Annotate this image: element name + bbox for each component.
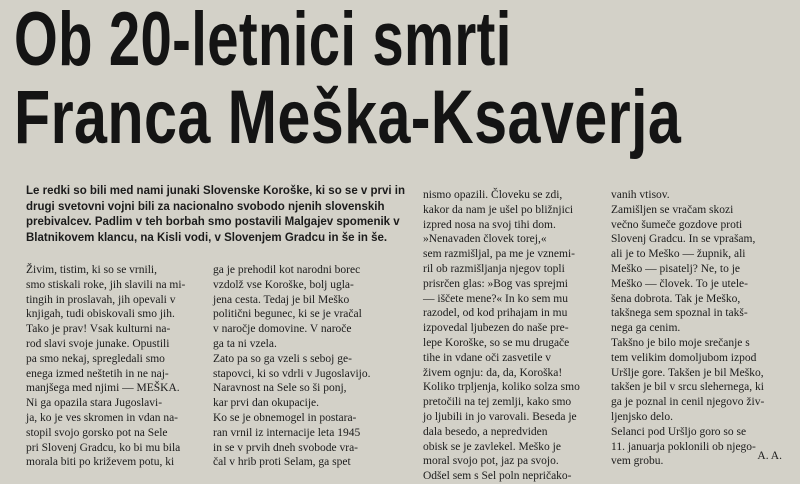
column-4-text: vanih vtisov. Zamišljen se vračam skozi večno šumeče gozdove proti Slovenj Gradcu. In se vprašam, ali je to Meško — župnik, ali Meško — pisatelj? Ne, to je Meško — človek. To je utele- šena dobrota. Tak je Meško, takšnega sem spoznal in takš- nega ga cenim. Takšno je bilo moje srečanje s tem velikim domoljubom izpod Uršlje gore. Takšen je bil Meško, takšen je bil v srcu slehernega, ki ga je poznal in cenil njegovo živ- ljenjsko delo. Selanci pod Uršljo goro so se 11. januarja poklonili ob njego- vem grobu. xyxy=(611,189,765,468)
body-column-4 xyxy=(611,188,797,469)
author-signature: A. A. xyxy=(757,450,782,462)
body-column-2 xyxy=(213,263,413,470)
headline xyxy=(14,0,682,160)
body-column-1 xyxy=(26,263,206,470)
headline-line-1: Ob 20-letnici smrti xyxy=(14,0,512,82)
lede-text: Le redki so bili med nami junaki Slovenske Koroške, ki so se v prvi in drugi svetovni vojni bili za nacionalno svobodo njenih slovenskih prebivalcev. Padlim v teh borbah smo postavili Malgajev spomenik v Blatnikovem klancu, na Kisli vodi, v Slovenjem Gradcu in še in še. xyxy=(26,185,406,244)
column-1-text: Živim, tistim, ki so se vrnili, smo stiskali roke, jih slavili na mi- tingih in proslavah, jih opevali v knjigah, tudi obiskovali smo jih. Tako je prav! Vsak kulturni na- rod slavi svoje junake. Opustili pa smo nekaj, spregledali smo enega izmed neštetih in ne naj- manjšega med njimi — MEŠKA. Ni ga opazila stara Jugoslavi- ja, ko je ves skromen in vdan na- stopil svojo gorsko pot na Sele pri Slovenj Gradcu, ko bi mu bila morala biti po križevem potu, ki xyxy=(26,264,186,469)
column-2-text: ga je prehodil kot narodni borec vzdolž vse Koroške, bolj ugla- jena cesta. Tedaj je bil Meško politični begunec, ki se je vračal v naročje domovine. V naroče ga ta ni vzela. Zato pa so ga vzeli s seboj ge- stapovci, ki so vdrli v Jugoslavijo. Naravnost na Sele so ši ponj, kar prvi dan okupacije. Ko se je obnemogel in postara- ran vrnil iz internacije leta 1945 in se v prvih dneh svobode vra- čal v hrib proti Selam, ga spet xyxy=(213,264,371,469)
body-column-3 xyxy=(423,188,605,484)
column-3-text: nismo opazili. Človeku se zdi, kakor da nam je ušel po bližnjici izpred nosa na svoj tihi dom. »Nenavaden človek torej,« sem razmišljal, pa me je vznemi- ril ob razmišljanja njegov topli prisrčen glas: »Bog vas sprejmi — iščete mene?« In ko sem mu razodel, od kod prihajam in mu izpovedal ljubezen do naše pre- lepe Koroške, so se mu drugače tihe in vdane oči zasvetile v živem ognju: da, da, Koroška! Koliko trpljenja, koliko solza smo pretočili na tej zemlji, kako smo jo ljubili in jo varovali. Beseda je dala besedo, a nepredviden obisk se je zavlekel. Meško je moral svojo pot, jaz pa svojo. Odšel sem s Sel poln nepričako- xyxy=(423,189,580,483)
headline-line-2: Franca Meška-Ksaverja xyxy=(14,75,682,160)
lede-paragraph xyxy=(26,184,412,246)
